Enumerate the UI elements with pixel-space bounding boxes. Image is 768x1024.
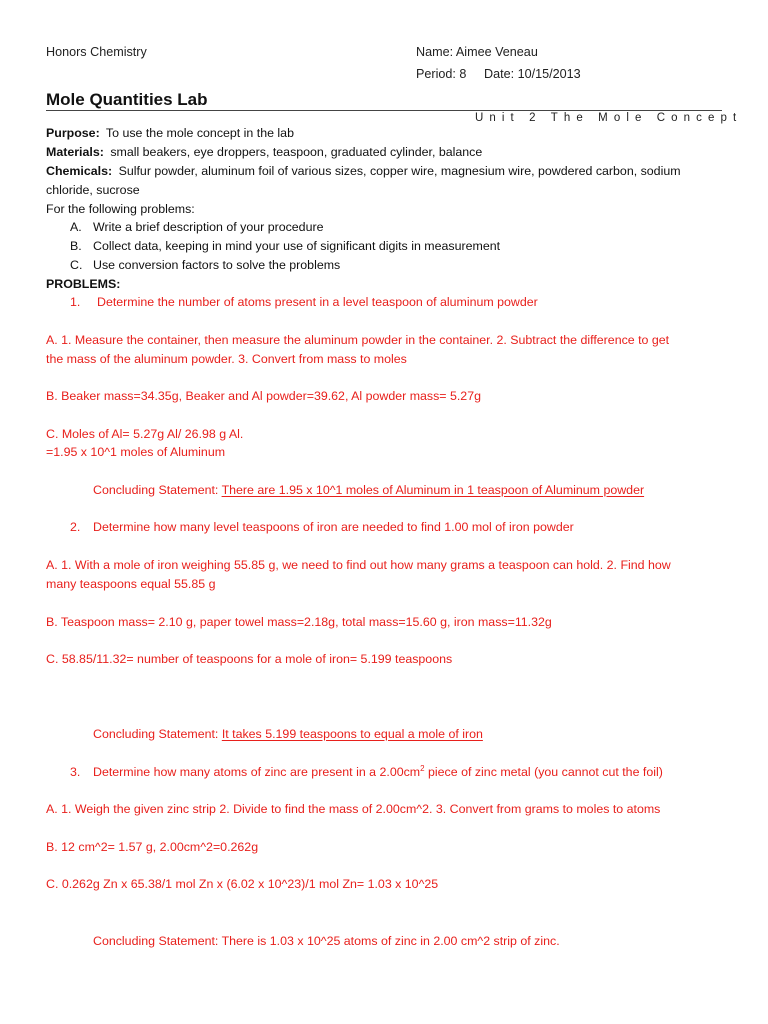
- purpose-label: Purpose:: [46, 126, 100, 140]
- lab-date: Date: 10/15/2013: [484, 67, 581, 81]
- concluding-text: There are 1.95 x 10^1 moles of Aluminum in 1 teaspoon of Aluminum powder: [221, 483, 645, 497]
- step-a-letter: A.: [70, 220, 82, 234]
- problem-2-concluding: [93, 727, 483, 742]
- question-text-end: piece of zinc metal (you cannot cut the foil): [424, 765, 663, 779]
- step-a-text: Write a brief description of your procedure: [93, 220, 324, 234]
- concluding-label: Concluding Statement:: [93, 483, 219, 497]
- concluding-text: It takes 5.199 teaspoons to equal a mole of iron: [221, 727, 483, 741]
- for-following-label: For the following problems:: [46, 202, 195, 216]
- chemicals-label: Chemicals:: [46, 164, 113, 178]
- problem-3-number: 3.: [70, 765, 81, 779]
- question-text-start: Determine how many atoms of zinc are present in a 2.00cm: [93, 765, 421, 779]
- page-title: Mole Quantities Lab: [46, 90, 208, 109]
- chemicals-line: [46, 164, 681, 179]
- problem-1-procedure-line-1: A. 1. Measure the container, then measure the aluminum powder in the container. 2. Subtract the difference to get: [46, 333, 670, 347]
- purpose-text: To use the mole concept in the lab: [105, 126, 294, 140]
- concluding-label: Concluding Statement:: [93, 727, 219, 741]
- chemicals-line-2: chloride, sucrose: [46, 183, 140, 197]
- course-name: Honors Chemistry: [46, 45, 147, 59]
- problem-3-data: B. 12 cm^2= 1.57 g, 2.00cm^2=0.262g: [46, 840, 259, 854]
- problem-2-question: Determine how many level teaspoons of iron are needed to find 1.00 mol of iron powder: [93, 520, 574, 534]
- purpose-line: [46, 126, 294, 141]
- unit-label: Unit 2 The Mole Concept: [475, 112, 743, 124]
- problem-1-procedure-line-2: the mass of the aluminum powder. 3. Convert from mass to moles: [46, 352, 407, 366]
- materials-line: [46, 145, 482, 160]
- problem-3-concluding: Concluding Statement: There is 1.03 x 10^25 atoms of zinc in 2.00 cm^2 strip of zinc.: [93, 934, 560, 948]
- class-period: Period: 8: [416, 67, 467, 81]
- problem-1-concluding: [93, 483, 644, 498]
- problem-3-question: [93, 765, 663, 780]
- student-name: Name: Aimee Veneau: [416, 45, 538, 59]
- title-rule: [46, 110, 722, 111]
- problem-1-calculation-line-1: C. Moles of Al= 5.27g Al/ 26.98 g Al.: [46, 427, 244, 441]
- step-b-text: Collect data, keeping in mind your use of significant digits in measurement: [93, 239, 501, 253]
- problem-1-number: 1.: [70, 295, 81, 309]
- step-b-letter: B.: [70, 239, 82, 253]
- problems-heading: PROBLEMS:: [46, 277, 121, 291]
- question-superscript: 2: [420, 764, 425, 773]
- problem-2-number: 2.: [70, 520, 81, 534]
- problem-2-data: B. Teaspoon mass= 2.10 g, paper towel mass=2.18g, total mass=15.60 g, iron mass=11.32g: [46, 615, 552, 629]
- problem-3-calculation: C. 0.262g Zn x 65.38/1 mol Zn x (6.02 x 10^23)/1 mol Zn= 1.03 x 10^25: [46, 877, 439, 891]
- problem-3-procedure: A. 1. Weigh the given zinc strip 2. Divide to find the mass of 2.00cm^2. 3. Convert from grams to moles to atoms: [46, 802, 661, 816]
- problem-1-data: B. Beaker mass=34.35g, Beaker and Al powder=39.62, Al powder mass= 5.27g: [46, 389, 481, 403]
- problem-2-procedure-line-1: A. 1. With a mole of iron weighing 55.85 g, we need to find out how many grams a teaspoon can hold. 2. Find how: [46, 558, 671, 572]
- step-c-letter: C.: [70, 258, 83, 272]
- materials-text: small beakers, eye droppers, teaspoon, graduated cylinder, balance: [110, 145, 483, 159]
- step-c-text: Use conversion factors to solve the problems: [93, 258, 341, 272]
- problem-1-calculation-line-2: =1.95 x 10^1 moles of Aluminum: [46, 445, 226, 459]
- problem-1-question: Determine the number of atoms present in a level teaspoon of aluminum powder: [97, 295, 538, 309]
- materials-label: Materials:: [46, 145, 104, 159]
- chemicals-text: Sulfur powder, aluminum foil of various sizes, copper wire, magnesium wire, powdered carbon, sodium: [118, 164, 681, 178]
- problem-2-calculation: C. 58.85/11.32= number of teaspoons for a mole of iron= 5.199 teaspoons: [46, 652, 453, 666]
- problem-2-procedure-line-2: many teaspoons equal 55.85 g: [46, 577, 216, 591]
